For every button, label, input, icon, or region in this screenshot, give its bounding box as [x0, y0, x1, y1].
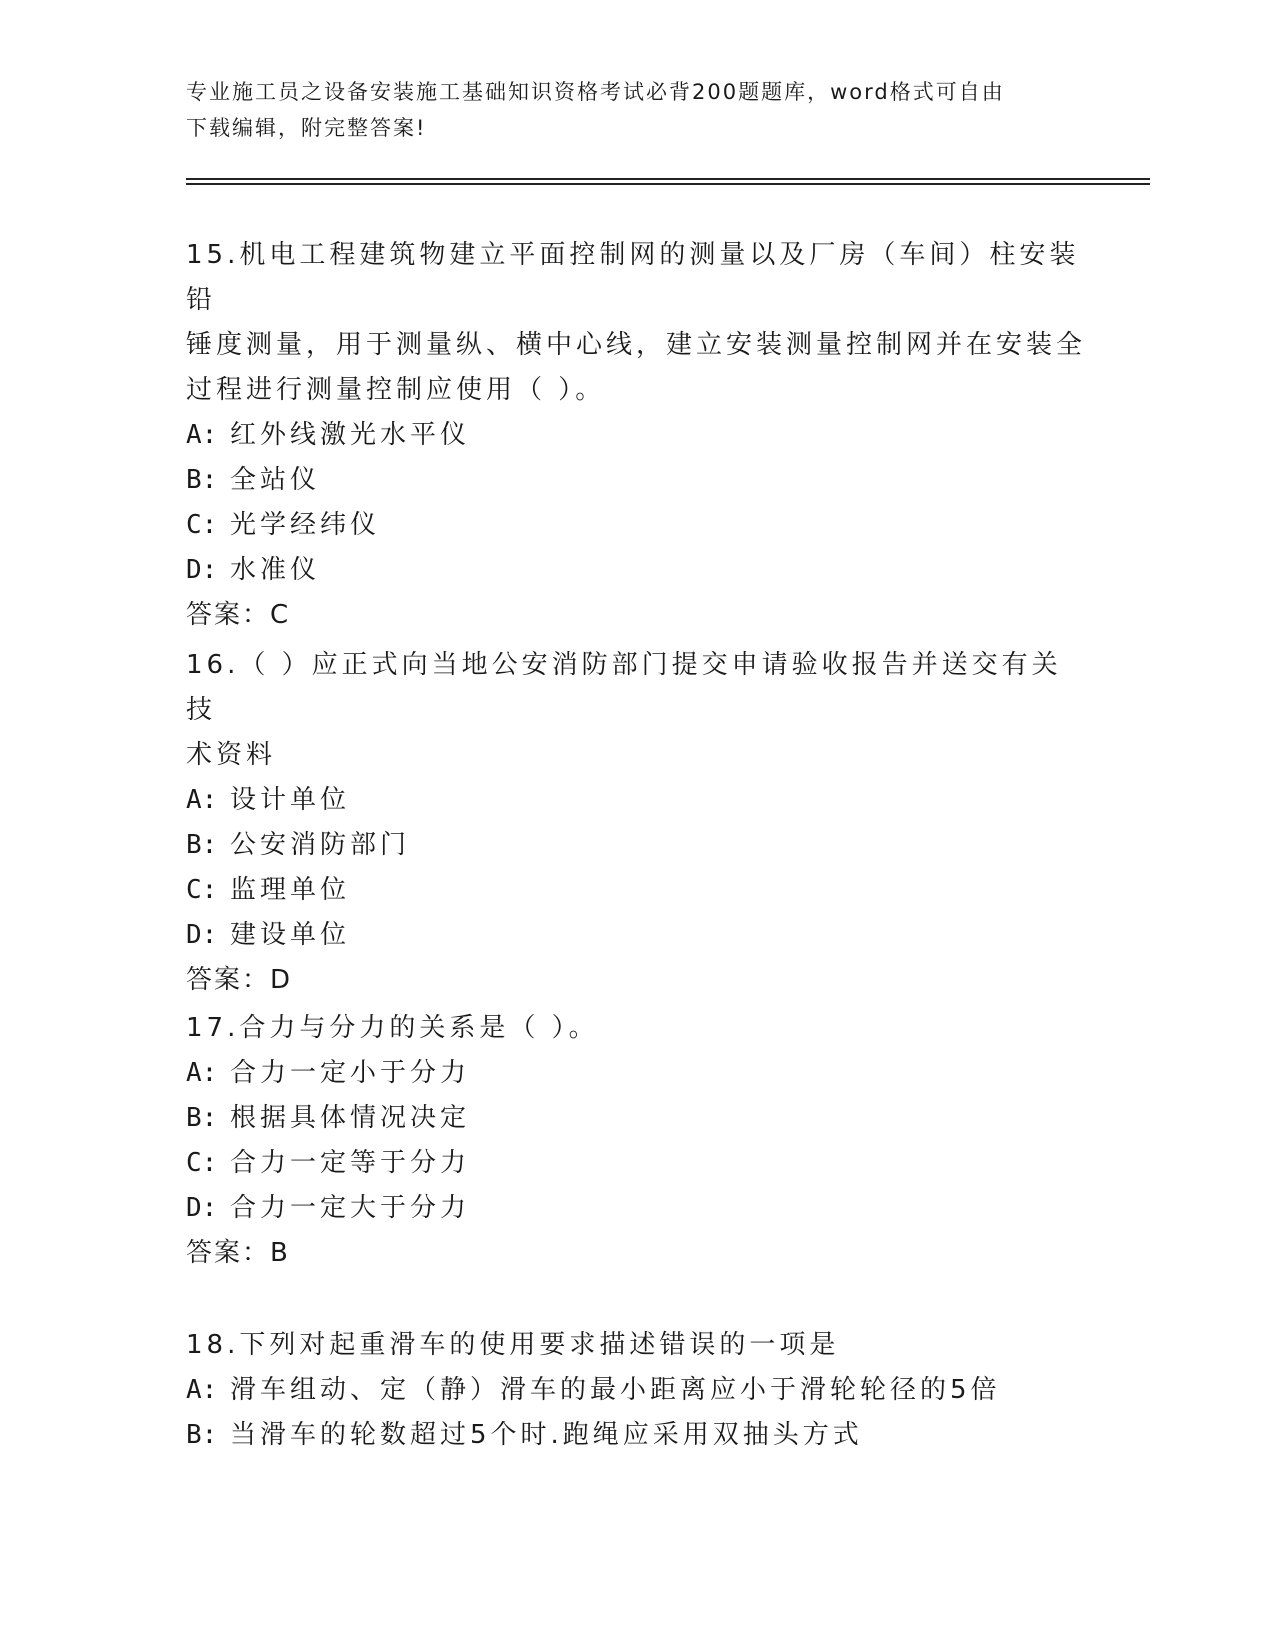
option-letter: C: — [186, 875, 218, 905]
answer-line: 答案：D — [186, 965, 293, 995]
option-letter: B: — [186, 830, 218, 860]
option-a — [186, 778, 1086, 823]
option-d — [186, 548, 1086, 593]
header-line-2: 下载编辑，附完整答案! — [186, 116, 427, 140]
option-text: 合力一定等于分力 — [230, 1148, 471, 1178]
option-text: 公安消防部门 — [230, 830, 411, 860]
option-letter: A: — [186, 785, 218, 815]
option-a — [186, 413, 1086, 458]
option-text: 滑车组动、定（静）滑车的最小距离应小于滑轮轮径的5倍 — [230, 1375, 1001, 1405]
option-letter: B: — [186, 465, 218, 495]
question-text-line: 17.合力与分力的关系是（ ）。 — [186, 1013, 599, 1043]
option-letter: B: — [186, 1103, 218, 1133]
option-text: 监理单位 — [230, 875, 351, 905]
option-text: 全站仪 — [230, 465, 321, 495]
question-text-line: 18.下列对起重滑车的使用要求描述错误的一项是 — [186, 1330, 840, 1360]
question-16 — [186, 643, 1086, 1003]
option-c — [186, 503, 1086, 548]
option-a — [186, 1051, 1086, 1096]
option-c — [186, 868, 1086, 913]
option-text: 当滑车的轮数超过5个时.跑绳应采用双抽头方式 — [230, 1420, 863, 1450]
option-letter: D: — [186, 1193, 218, 1223]
option-letter: D: — [186, 920, 218, 950]
option-text: 合力一定大于分力 — [230, 1193, 471, 1223]
answer-line: 答案：B — [186, 1238, 290, 1268]
header-line-1: 专业施工员之设备安装施工基础知识资格考试必背200题题库，word格式可自由 — [186, 80, 1005, 104]
option-a — [186, 1368, 1086, 1413]
question-text-line: 16.（ ）应正式向当地公安消防部门提交申请验收报告并送交有关技 — [186, 650, 1062, 725]
option-b — [186, 458, 1086, 503]
option-text: 建设单位 — [230, 920, 351, 950]
option-b — [186, 823, 1086, 868]
option-text: 合力一定小于分力 — [230, 1058, 471, 1088]
option-text: 根据具体情况决定 — [230, 1103, 471, 1133]
option-text: 光学经纬仪 — [230, 510, 381, 540]
option-letter: D: — [186, 555, 218, 585]
question-17 — [186, 1006, 1086, 1276]
option-text: 水准仪 — [230, 555, 321, 585]
option-letter: A: — [186, 420, 218, 450]
option-letter: A: — [186, 1375, 218, 1405]
question-text-line: 术资料 — [186, 740, 277, 770]
document-header — [186, 74, 1066, 146]
option-letter: C: — [186, 1148, 218, 1178]
option-b — [186, 1413, 1086, 1458]
option-d — [186, 913, 1086, 958]
option-b — [186, 1096, 1086, 1141]
question-15 — [186, 233, 1086, 638]
header-divider-top — [186, 178, 1150, 180]
answer-line: 答案：C — [186, 600, 291, 630]
option-letter: C: — [186, 510, 218, 540]
option-text: 红外线激光水平仪 — [230, 420, 471, 450]
question-text-line: 15.机电工程建筑物建立平面控制网的测量以及厂房（车间）柱安装铅 — [186, 240, 1080, 315]
option-text: 设计单位 — [230, 785, 351, 815]
option-letter: B: — [186, 1420, 218, 1450]
option-letter: A: — [186, 1058, 218, 1088]
header-divider-bottom — [186, 183, 1150, 185]
question-text-line: 过程进行测量控制应使用（ ）。 — [186, 375, 606, 405]
option-d — [186, 1186, 1086, 1231]
question-text-line: 锤度测量，用于测量纵、横中心线，建立安装测量控制网并在安装全 — [186, 330, 1087, 360]
question-18 — [186, 1323, 1086, 1458]
option-c — [186, 1141, 1086, 1186]
